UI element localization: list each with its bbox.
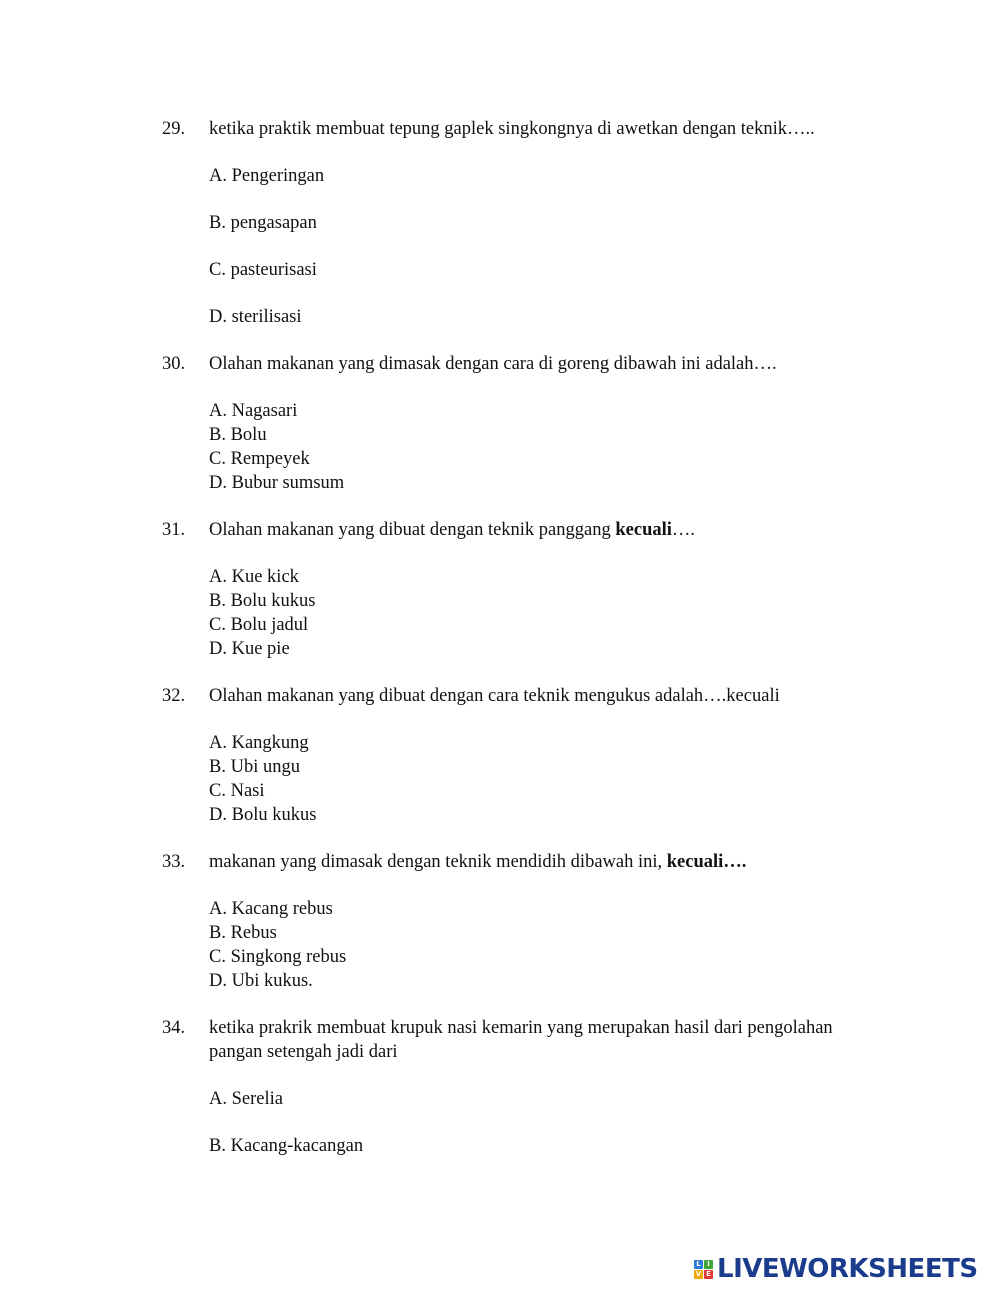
option-31-a[interactable]: A. Kue kick bbox=[209, 567, 299, 587]
logo-tile: I bbox=[704, 1260, 713, 1269]
option-29-a[interactable]: A. Pengeringan bbox=[209, 166, 325, 186]
option-31-c[interactable]: C. Bolu jadul bbox=[209, 615, 309, 635]
liveworksheets-logo-icon bbox=[694, 1260, 713, 1279]
option-30-d[interactable]: D. Bubur sumsum bbox=[209, 473, 345, 493]
question-30 bbox=[162, 352, 882, 376]
option-33-d[interactable]: D. Ubi kukus. bbox=[209, 971, 313, 991]
question-33 bbox=[162, 850, 882, 874]
question-29 bbox=[162, 117, 882, 141]
option-32-c[interactable]: C. Nasi bbox=[209, 781, 265, 801]
option-31-d[interactable]: D. Kue pie bbox=[209, 639, 290, 659]
option-29-b[interactable]: B. pengasapan bbox=[209, 213, 317, 233]
option-30-c[interactable]: C. Rempeyek bbox=[209, 449, 310, 469]
liveworksheets-brand bbox=[694, 1254, 978, 1284]
question-number: 30. bbox=[162, 354, 186, 374]
logo-tile: L bbox=[694, 1260, 703, 1269]
logo-tile: V bbox=[695, 1269, 702, 1278]
question-text-part: Olahan makanan yang dibuat dengan teknik panggang bbox=[209, 520, 616, 540]
question-text bbox=[209, 518, 882, 542]
option-32-a[interactable]: A. Kangkung bbox=[209, 733, 309, 753]
option-33-c[interactable]: C. Singkong rebus bbox=[209, 947, 347, 967]
question-34 bbox=[162, 1016, 882, 1064]
option-29-d[interactable]: D. sterilisasi bbox=[209, 307, 302, 327]
option-33-a[interactable]: A. Kacang rebus bbox=[209, 899, 333, 919]
option-34-b[interactable]: B. Kacang-kacangan bbox=[209, 1136, 364, 1156]
question-text-part: makanan yang dimasak dengan teknik mendidih dibawah ini, bbox=[209, 852, 667, 872]
option-29-c[interactable]: C. pasteurisasi bbox=[209, 260, 317, 280]
question-text: ketika praktik membuat tepung gaplek singkongnya di awetkan dengan teknik….. bbox=[209, 119, 815, 139]
question-number: 32. bbox=[162, 686, 186, 706]
option-30-b[interactable]: B. Bolu bbox=[209, 425, 267, 445]
question-text: ketika prakrik membuat krupuk nasi kemarin yang merupakan hasil dari pengolahan pangan setengah jadi dari bbox=[209, 1018, 833, 1062]
question-32 bbox=[162, 684, 882, 708]
option-32-b[interactable]: B. Ubi ungu bbox=[209, 757, 300, 777]
option-32-d[interactable]: D. Bolu kukus bbox=[209, 805, 317, 825]
option-30-a[interactable]: A. Nagasari bbox=[209, 401, 298, 421]
question-text bbox=[209, 850, 882, 874]
question-number: 34. bbox=[162, 1018, 186, 1038]
question-number: 33. bbox=[162, 852, 186, 872]
option-33-b[interactable]: B. Rebus bbox=[209, 923, 277, 943]
question-31 bbox=[162, 518, 882, 542]
question-text: Olahan makanan yang dibuat dengan cara teknik mengukus adalah….kecuali bbox=[209, 686, 780, 706]
question-text-part: …. bbox=[671, 520, 696, 540]
option-31-b[interactable]: B. Bolu kukus bbox=[209, 591, 316, 611]
logo-tile: E bbox=[704, 1270, 713, 1279]
emphasis-kecuali: kecuali…. bbox=[666, 852, 747, 872]
emphasis-kecuali: kecuali bbox=[615, 520, 672, 540]
brand-name: LIVEWORKSHEETS bbox=[717, 1254, 978, 1284]
option-34-a[interactable]: A. Serelia bbox=[209, 1089, 283, 1109]
question-number: 29. bbox=[162, 119, 186, 139]
question-text: Olahan makanan yang dimasak dengan cara di goreng dibawah ini adalah…. bbox=[209, 354, 777, 374]
question-number: 31. bbox=[162, 520, 186, 540]
